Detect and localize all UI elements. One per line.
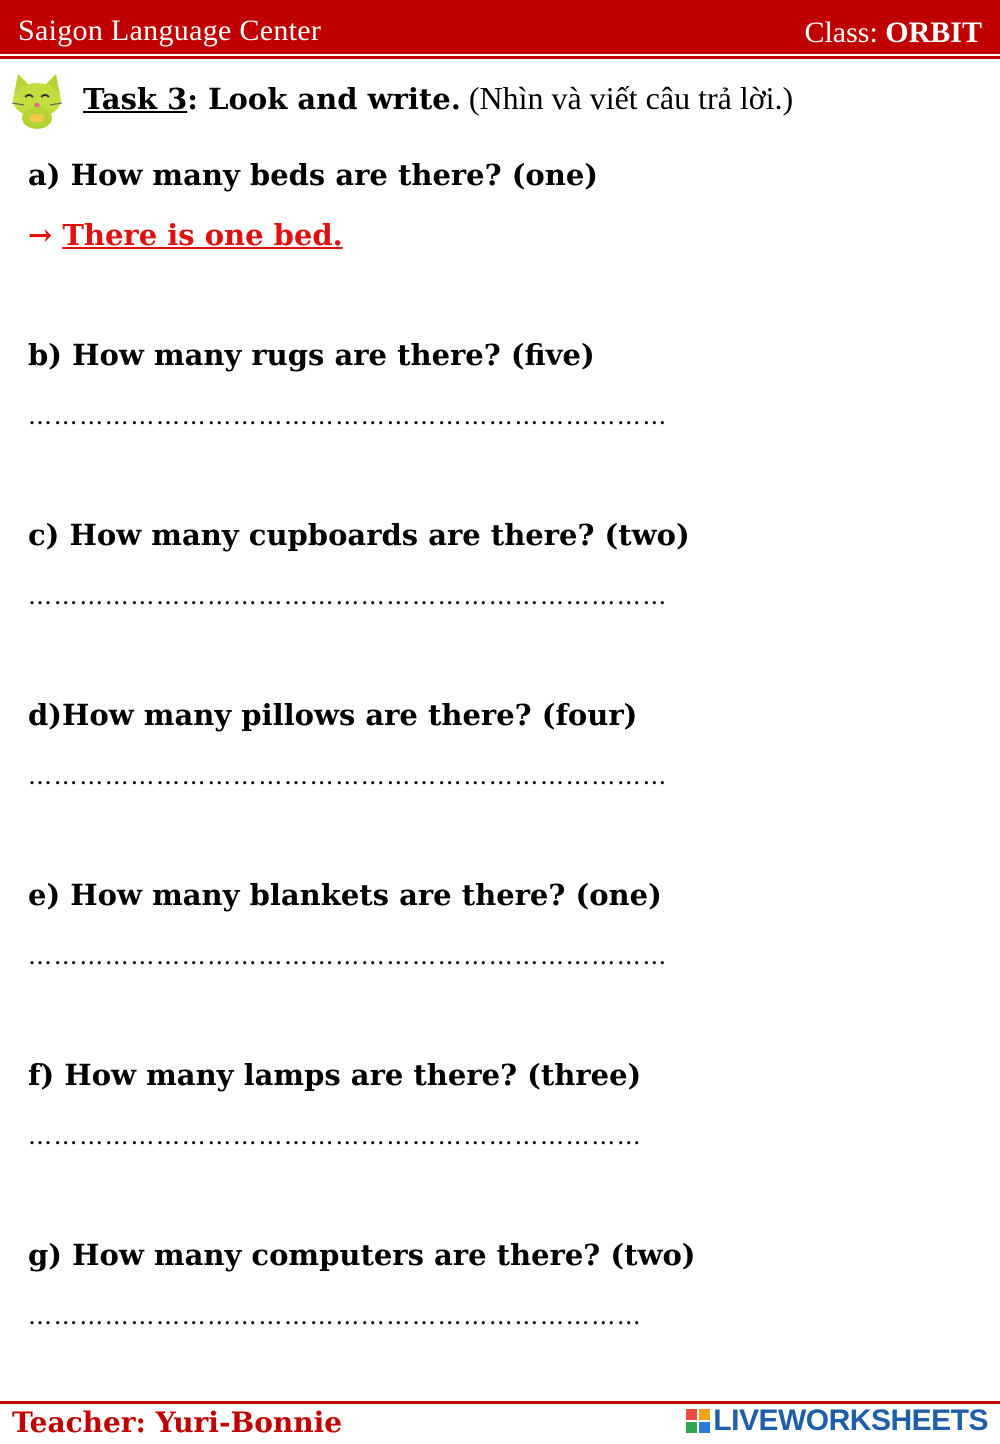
example-answer-text: There is one bed. bbox=[62, 218, 343, 252]
task-number: Task 3 bbox=[83, 82, 188, 116]
answer-line-g[interactable]: ……………………………………………………………… bbox=[28, 1302, 643, 1330]
question-a: a) How many beds are there? (one) bbox=[28, 158, 599, 192]
task-heading bbox=[83, 80, 793, 117]
liveworksheets-logo[interactable] bbox=[686, 1404, 988, 1438]
answer-line-f[interactable]: ……………………………………………………………… bbox=[28, 1122, 643, 1150]
question-f: f) How many lamps are there? (three) bbox=[28, 1058, 642, 1092]
class-label bbox=[804, 16, 982, 50]
task-note: (Nhìn và viết câu trả lời.) bbox=[460, 80, 794, 116]
teacher-label: Teacher: Yuri-Bonnie bbox=[12, 1406, 343, 1439]
answer-line-e[interactable]: ………………………………………………………………… bbox=[28, 942, 668, 970]
header-divider bbox=[0, 56, 1000, 59]
answer-line-b[interactable]: ………………………………………………………………… bbox=[28, 402, 668, 430]
question-d: d)How many pillows are there? (four) bbox=[28, 698, 638, 732]
answer-line-d[interactable]: ………………………………………………………………… bbox=[28, 762, 668, 790]
class-prefix: Class: bbox=[804, 16, 886, 49]
task-title: Look and write. bbox=[198, 82, 461, 116]
task-colon: : bbox=[187, 82, 199, 116]
liveworksheets-icon bbox=[686, 1409, 710, 1433]
arrow-icon: → bbox=[28, 218, 53, 252]
center-name: Saigon Language Center bbox=[18, 14, 322, 47]
question-e: e) How many blankets are there? (one) bbox=[28, 878, 662, 912]
question-g: g) How many computers are there? (two) bbox=[28, 1238, 696, 1272]
question-b: b) How many rugs are there? (five) bbox=[28, 338, 595, 372]
liveworksheets-text: LIVEWORKSHEETS bbox=[713, 1404, 988, 1437]
question-c: c) How many cupboards are there? (two) bbox=[28, 518, 690, 552]
cat-icon bbox=[6, 70, 68, 130]
example-answer bbox=[28, 218, 343, 252]
answer-line-c[interactable]: ………………………………………………………………… bbox=[28, 582, 668, 610]
class-name: ORBIT bbox=[885, 16, 982, 49]
